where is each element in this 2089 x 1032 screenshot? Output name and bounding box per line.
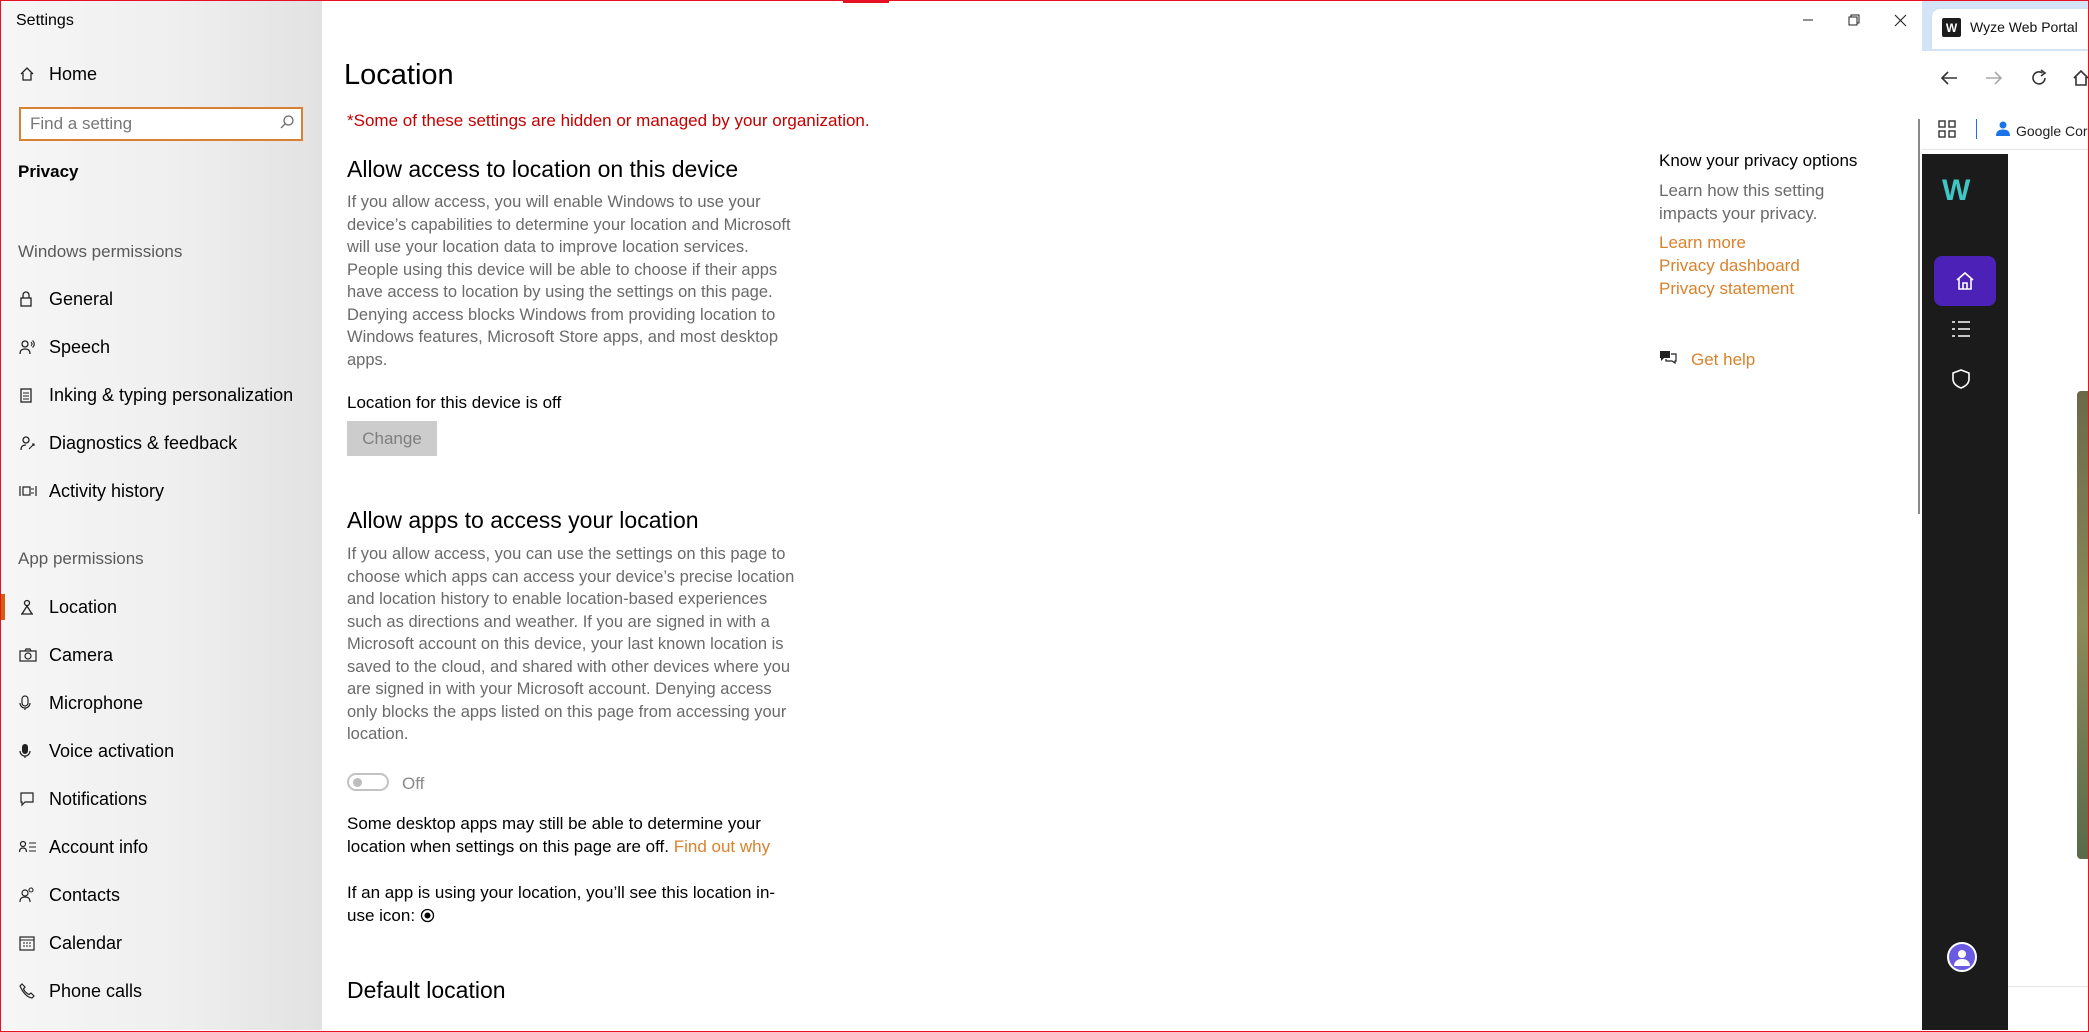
desktop-apps-note-text: Some desktop apps may still be able to determine your location when settings on this page are off. <box>347 814 761 856</box>
sidebar-item-activity-history[interactable] <box>19 476 164 506</box>
calendar-icon <box>19 935 49 951</box>
phone-icon <box>19 983 49 999</box>
contacts-icon <box>19 887 49 903</box>
home-icon[interactable] <box>2072 69 2088 93</box>
sidebar-item-microphone[interactable] <box>19 688 143 718</box>
privacy-statement-link[interactable]: Privacy statement <box>1659 279 1795 298</box>
feedback-icon <box>19 435 49 451</box>
sidebar-item-label: Account info <box>49 836 149 857</box>
get-help[interactable] <box>1659 349 1755 370</box>
privacy-options-heading: Know your privacy options <box>1659 151 1858 170</box>
device-section-description: If you allow access, you will enable Windows to use your device’s capabilities to determine your location and Microsoft will use your location data to improve location services. People using this device will be able to choose if their apps have access to location by using the settings on this page. Denying access blocks Windows from providing location to Windows features, Microsoft Store apps, and most desktop apps. <box>347 193 791 369</box>
desktop-apps-note <box>347 812 797 858</box>
section-title-privacy: Privacy <box>18 162 79 181</box>
history-icon <box>19 483 49 499</box>
page-title: Location <box>344 59 454 91</box>
restore-button[interactable] <box>1831 1 1877 39</box>
search-input[interactable] <box>21 109 270 139</box>
user-icon <box>1949 944 1975 970</box>
app-permissions-header: App permissions <box>18 549 144 568</box>
privacy-options-description: Learn how this setting impacts your privacy. <box>1659 181 1825 223</box>
notification-icon <box>19 791 49 807</box>
sidebar-item-label: Notifications <box>49 788 148 809</box>
close-button[interactable] <box>1877 1 1921 39</box>
sidebar-item-phone-calls[interactable] <box>19 976 142 1006</box>
bookmarks-bar <box>1922 109 2088 150</box>
location-person-icon <box>19 599 49 615</box>
minimize-button[interactable] <box>1785 1 1831 39</box>
minimize-icon <box>1802 14 1814 26</box>
get-help-link: Get help <box>1691 349 1756 369</box>
learn-more-link[interactable]: Learn more <box>1659 233 1746 252</box>
tab-favicon: W <box>1942 18 1961 37</box>
sidebar-item-label: Location <box>49 596 118 617</box>
clipboard-icon <box>19 387 49 403</box>
change-button[interactable]: Change <box>347 421 437 456</box>
privacy-dashboard-link[interactable]: Privacy dashboard <box>1659 256 1800 275</box>
default-location-heading: Default location <box>347 977 506 1003</box>
search-icon <box>279 114 295 135</box>
sidebar-item-label: Inking & typing personalization <box>49 384 294 405</box>
wyze-logo: W <box>1942 174 1971 207</box>
page-image-edge <box>2077 391 2088 859</box>
sidebar-item-label: Camera <box>49 644 114 665</box>
device-section-heading: Allow access to location on this device <box>347 156 739 182</box>
sidebar-item-label: Speech <box>49 336 111 357</box>
sidebar-item-voice-activation[interactable] <box>19 736 174 766</box>
forward-icon[interactable] <box>1985 69 2003 92</box>
toggle-state-label: Off <box>402 774 425 793</box>
sidebar-item-inking-typing[interactable] <box>19 380 293 410</box>
tab-title: Wyze Web Portal <box>1970 19 2078 35</box>
nav-shield-icon[interactable] <box>1950 368 1972 396</box>
sidebar-item-notifications[interactable] <box>19 784 147 814</box>
home-icon <box>1954 270 1976 292</box>
lock-icon <box>19 291 49 307</box>
close-icon <box>1894 14 1907 27</box>
apps-section-description: If you allow access, you can use the settings on this page to choose which apps can access your device’s precise location and location history to enable location-based experiences such as directions and weather. If you are signed in with a Microsoft account on this device, your last known location is saved to the cloud, and shared with other devices where you are signed in with your Microsoft account. Denying access only blocks the apps listed on this page from accessing your location. <box>347 545 795 743</box>
bookmark-item[interactable] <box>1996 120 2088 141</box>
apps-section-heading: Allow apps to access your location <box>347 507 699 533</box>
speech-icon <box>19 339 49 355</box>
frame-notch <box>843 0 889 3</box>
nav-home-button[interactable] <box>1934 256 1996 306</box>
get-help-icon <box>1659 349 1691 370</box>
sidebar-item-label: Diagnostics & feedback <box>49 432 238 453</box>
sidebar-item-label: Contacts <box>49 884 121 905</box>
content-divider <box>2008 986 2088 987</box>
in-use-note-text: If an app is using your location, you’ll see this location in-use icon: <box>347 883 776 925</box>
camera-icon <box>19 647 49 663</box>
sidebar-item-label: Calendar <box>49 932 123 953</box>
user-avatar[interactable] <box>1947 942 1977 972</box>
sidebar-item-label: Microphone <box>49 692 144 713</box>
wyze-side-nav <box>1922 154 2008 1030</box>
active-indicator <box>1 594 5 620</box>
sidebar-item-account-info[interactable] <box>19 832 148 862</box>
sidebar-home-label: Home <box>49 63 98 84</box>
bookmark-label: Google Cor <box>2016 122 2088 139</box>
sidebar <box>1 1 322 1030</box>
main-content <box>322 1 1921 1030</box>
home-icon <box>19 66 49 82</box>
restore-icon <box>1848 14 1860 26</box>
windows-permissions-header: Windows permissions <box>18 242 183 261</box>
nav-list-icon[interactable] <box>1950 319 1972 345</box>
sidebar-item-camera[interactable] <box>19 640 113 670</box>
device-location-status: Location for this device is off <box>347 393 562 412</box>
scrollbar[interactable] <box>1918 119 1920 514</box>
browser-tab-bar <box>1922 1 2088 51</box>
location-in-use-icon <box>420 906 435 929</box>
sidebar-home[interactable] <box>19 59 97 89</box>
account-info-icon <box>19 839 49 855</box>
find-out-why-link[interactable]: Find out why <box>673 837 771 856</box>
sidebar-item-label: Phone calls <box>49 980 143 1001</box>
browser-tab[interactable] <box>1932 9 2088 49</box>
person-icon <box>1996 120 2010 141</box>
sidebar-item-label: General <box>49 288 114 309</box>
location-toggle[interactable] <box>347 773 389 791</box>
sidebar-item-label: Voice activation <box>49 740 175 761</box>
back-icon[interactable] <box>1940 69 1958 92</box>
in-use-note <box>347 881 797 929</box>
sidebar-item-general[interactable] <box>19 284 113 314</box>
sidebar-item-label: Activity history <box>49 480 165 501</box>
sidebar-item-location[interactable] <box>19 592 117 622</box>
voice-activation-icon <box>19 743 49 759</box>
apps-grid-icon[interactable] <box>1938 120 1956 143</box>
window-title: Settings <box>16 12 74 29</box>
sidebar-item-calendar[interactable] <box>19 928 122 958</box>
sidebar-item-contacts[interactable] <box>19 880 120 910</box>
search-box[interactable] <box>19 107 303 141</box>
microphone-icon <box>19 695 49 711</box>
settings-window <box>1 1 1921 1030</box>
reload-icon[interactable] <box>2030 69 2048 93</box>
browser-window <box>1922 1 2088 1030</box>
org-managed-notice: *Some of these settings are hidden or managed by your organization. <box>347 111 870 130</box>
sidebar-item-diagnostics[interactable] <box>19 428 237 458</box>
toggle-knob <box>353 778 362 787</box>
sidebar-item-speech[interactable] <box>19 332 110 362</box>
bookmark-divider <box>1976 119 1977 139</box>
